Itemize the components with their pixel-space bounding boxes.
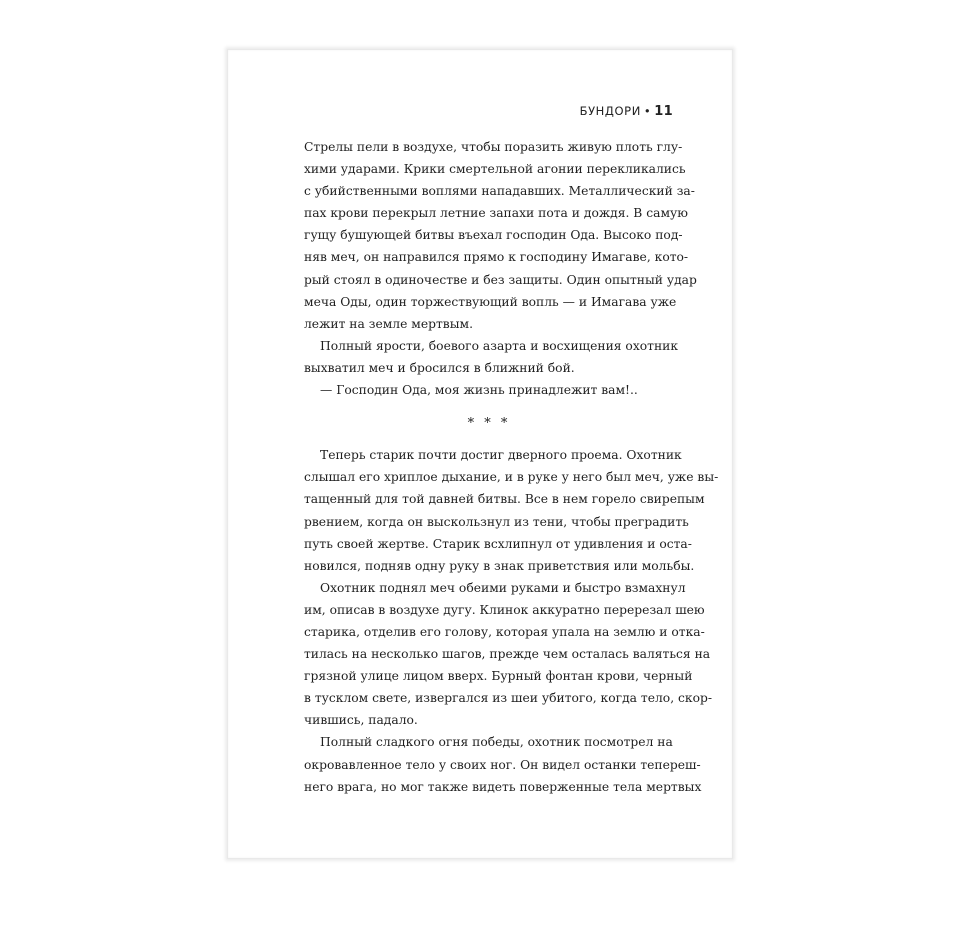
text-line: окровавленное тело у своих ног. Он видел останки тепереш- <box>304 757 701 772</box>
running-head-title: БУНДОРИ <box>579 104 641 118</box>
text-line: старика, отделив его голову, которая упала на землю и отка- <box>304 624 705 639</box>
running-head-bullet: • <box>643 104 652 118</box>
text-line: Охотник поднял меч обеими руками и быстро взмахнул <box>320 580 686 595</box>
paragraph <box>304 136 697 335</box>
text-line: грязной улице лицом вверх. Бурный фонтан крови, черный <box>304 669 693 684</box>
paragraph <box>304 731 702 797</box>
section-break: * * * <box>467 416 511 432</box>
dialogue-paragraph <box>304 379 672 401</box>
paragraph <box>304 577 713 732</box>
text-line: тилась на несколько шагов, прежде чем осталась валяться на <box>304 647 711 662</box>
text-line: рый стоял в одиночестве и без защиты. Один опытный удар <box>304 272 697 287</box>
text-line: путь своей жертве. Старик всхлипнул от удивления и оста- <box>304 536 692 551</box>
paragraph <box>304 335 679 379</box>
text-line: в тусклом свете, извергался из шеи убитого, когда тело, скор- <box>304 691 713 706</box>
text-line: Полный ярости, боевого азарта и восхищения охотник <box>320 338 679 353</box>
paragraph <box>304 444 719 577</box>
text-line: — Господин Ода, моя жизнь принадлежит вам!.. <box>320 383 638 398</box>
text-line: лежит на земле мертвым. <box>304 316 473 331</box>
text-line: него врага, но мог также видеть поверженные тела мертвых <box>304 779 702 794</box>
text-line: Теперь старик почти достиг дверного проема. Охотник <box>320 448 682 463</box>
text-line: Стрелы пели в воздухе, чтобы поразить живую плоть глу- <box>304 140 683 154</box>
text-line: меча Оды, один торжествующий вопль — и Имагава уже <box>304 294 677 309</box>
text-line: новился, подняв одну руку в знак приветствия или мольбы. <box>304 558 695 573</box>
text-line: тащенный для той давней битвы. Все в нем горело свирепым <box>304 492 705 507</box>
text-line: гущу бушующей битвы въехал господин Ода. Высоко под- <box>304 228 683 243</box>
text-line: пах крови перекрыл летние запахи пота и дождя. В самую <box>304 206 688 221</box>
text-line: хими ударами. Крики смертельной агонии перекликались <box>304 162 686 177</box>
text-line: Полный сладкого огня победы, охотник посмотрел на <box>320 735 673 750</box>
text-line: рвением, когда он выскользнул из тени, чтобы преградить <box>304 514 689 529</box>
book-page <box>227 49 733 859</box>
page-number: 11 <box>654 104 673 119</box>
text-line: с убийственными воплями нападавших. Металлический за- <box>304 184 695 199</box>
text-line: им, описав в воздухе дугу. Клинок аккуратно перерезал шею <box>304 602 705 617</box>
text-line: слышал его хриплое дыхание, и в руке у него был меч, уже вы- <box>304 470 719 485</box>
body-text <box>304 136 719 798</box>
text-line: чившись, падало. <box>304 713 418 728</box>
text-line: няв меч, он направился прямо к господину Имагаве, кото- <box>304 250 689 265</box>
running-head <box>580 104 673 119</box>
text-line: выхватил меч и бросился в ближний бой. <box>304 360 575 375</box>
